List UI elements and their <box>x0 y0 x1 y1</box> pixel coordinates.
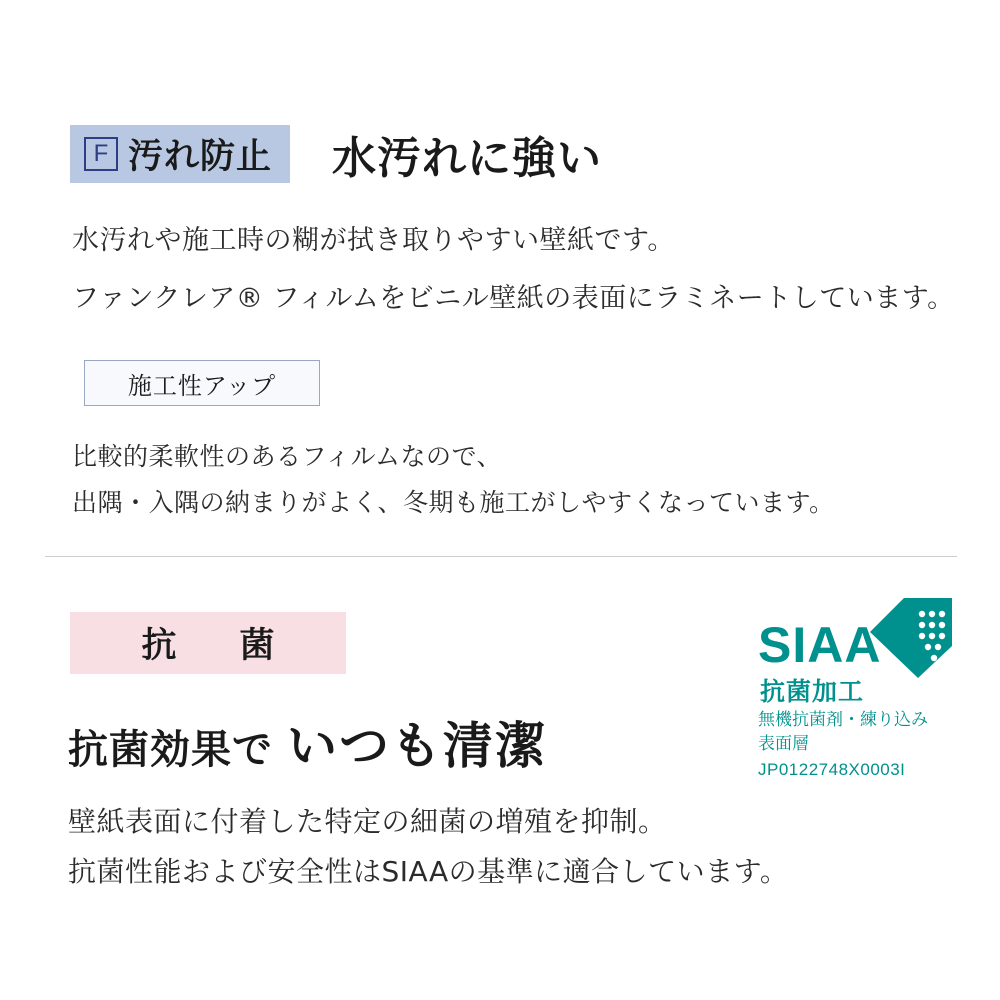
stain-badge-label: 汚れ防止 <box>128 137 273 177</box>
workability-body-line-2: 出隅・入隅の納まりがよく、冬期も施工がしやすくなっています。 <box>72 488 835 517</box>
siaa-note-line-2: 表面層 <box>758 734 809 755</box>
workability-badge-label: 施工性アップ <box>127 371 277 400</box>
siaa-shape-icon <box>868 598 954 683</box>
antibacterial-badge-label: 抗 菌 <box>141 626 289 666</box>
siaa-registration-code: JP0122748X0003I <box>758 760 906 780</box>
workability-badge <box>84 360 320 406</box>
antibacterial-headline <box>68 706 547 778</box>
siaa-wordmark: SIAA <box>758 617 882 673</box>
siaa-subtitle: 抗菌加工 <box>760 677 865 706</box>
section-divider <box>45 556 957 557</box>
stain-badge-row <box>70 122 602 186</box>
siaa-logo-block <box>758 598 958 780</box>
siaa-note-line-1: 無機抗菌剤・練り込み <box>758 710 928 730</box>
workability-body-line-1: 比較的柔軟性のあるフィルムなので、 <box>72 442 503 471</box>
siaa-mark <box>758 598 954 706</box>
stain-body-line-1: 水汚れや施工時の糊が拭き取りやすい壁紙です。 <box>72 225 675 256</box>
stain-headline: 水汚れに強い <box>332 133 603 184</box>
antibacterial-body-line-2: 抗菌性能および安全性はSIAAの基準に適合しています。 <box>68 855 789 888</box>
antibacterial-body-line-1: 壁紙表面に付着した特定の細菌の増殖を抑制。 <box>68 805 667 838</box>
stain-badge <box>70 125 290 183</box>
antibacterial-headline-part2: いつも清潔 <box>287 717 547 775</box>
antibacterial-badge <box>70 612 346 674</box>
f-mark-icon: F <box>84 137 118 171</box>
antibacterial-headline-part1: 抗菌効果で <box>68 727 273 773</box>
stain-body-line-2: ファンクレア® フィルムをビニル壁紙の表面にラミネートしています。 <box>72 283 955 314</box>
